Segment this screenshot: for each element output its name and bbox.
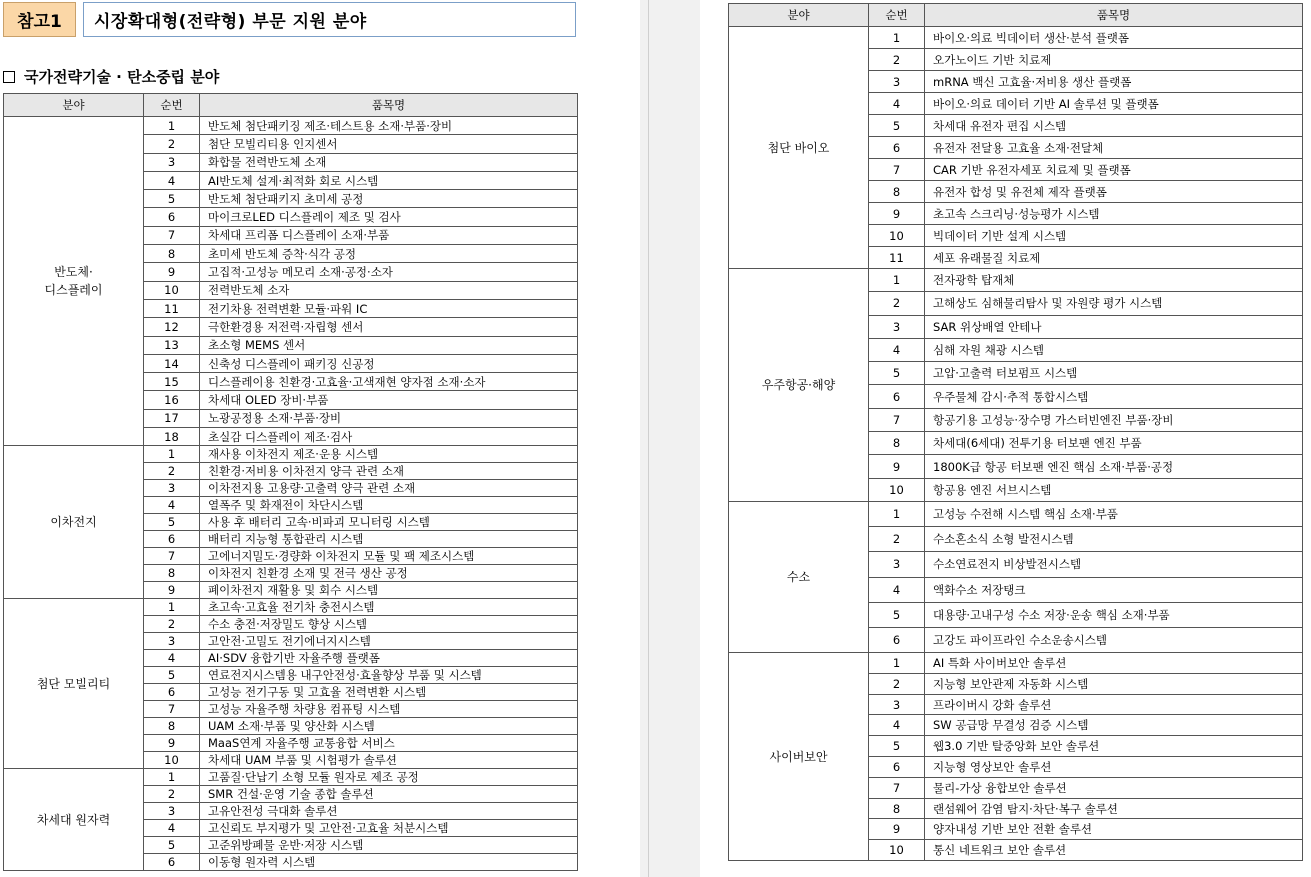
item-cell: 웹3.0 기반 탈중앙화 보안 솔루션: [925, 736, 1303, 757]
number-cell: 3: [144, 153, 200, 171]
number-cell: 9: [869, 203, 925, 225]
number-cell: 8: [144, 718, 200, 735]
number-cell: 7: [869, 777, 925, 798]
item-cell: 차세대 프리폼 디스플레이 소재·부품: [200, 226, 578, 244]
column-header-item: 품목명: [925, 4, 1303, 27]
number-cell: 3: [869, 315, 925, 338]
number-cell: 6: [144, 531, 200, 548]
number-cell: 6: [144, 684, 200, 701]
number-cell: 4: [869, 577, 925, 602]
number-cell: 16: [144, 391, 200, 409]
item-cell: 항공용 엔진 서브시스템: [925, 478, 1303, 501]
number-cell: 8: [869, 181, 925, 203]
item-cell: 초고속·고효율 전기차 충전시스템: [200, 599, 578, 616]
category-cell: 수소: [729, 501, 869, 652]
item-cell: 바이오·의료 빅데이터 생산·분석 플랫폼: [925, 27, 1303, 49]
table-row: [729, 27, 1303, 49]
number-cell: 9: [144, 582, 200, 599]
category-cell: 차세대 원자력: [4, 769, 144, 871]
item-cell: 노광공정용 소재·부품·장비: [200, 409, 578, 427]
item-cell: MaaS연계 자율주행 교통융합 서비스: [200, 735, 578, 752]
number-cell: 11: [869, 247, 925, 269]
number-cell: 3: [869, 552, 925, 577]
item-cell: 1800K급 항공 터보팬 엔진 핵심 소재·부품·공정: [925, 455, 1303, 478]
table-row: [4, 446, 578, 463]
table-row: [729, 501, 1303, 526]
number-cell: 1: [869, 501, 925, 526]
item-cell: 물리-가상 융합보안 솔루션: [925, 777, 1303, 798]
number-cell: 7: [144, 701, 200, 718]
number-cell: 7: [144, 548, 200, 565]
number-cell: 8: [869, 798, 925, 819]
item-cell: 고신뢰도 부지평가 및 고안전·고효율 처분시스템: [200, 820, 578, 837]
table-header-row: [4, 94, 578, 117]
item-cell: 마이크로LED 디스플레이 제조 및 검사: [200, 208, 578, 226]
number-cell: 8: [869, 432, 925, 455]
number-cell: 6: [869, 385, 925, 408]
item-cell: AI 특화 사이버보안 솔루션: [925, 653, 1303, 674]
number-cell: 3: [144, 803, 200, 820]
number-cell: 10: [144, 752, 200, 769]
number-cell: 5: [869, 115, 925, 137]
number-cell: 2: [144, 463, 200, 480]
number-cell: 5: [869, 602, 925, 627]
page-edge: [648, 0, 649, 877]
item-cell: 양자내성 기반 보안 전환 솔루션: [925, 819, 1303, 840]
category-cell: 첨단 바이오: [729, 27, 869, 269]
number-cell: 4: [144, 171, 200, 189]
number-cell: 7: [869, 408, 925, 431]
table-row: [729, 269, 1303, 292]
number-cell: 1: [869, 653, 925, 674]
item-cell: 고준위방폐물 운반·저장 시스템: [200, 837, 578, 854]
item-cell: 차세대(6세대) 전투기용 터보팬 엔진 부품: [925, 432, 1303, 455]
number-cell: 7: [869, 159, 925, 181]
number-cell: 7: [144, 226, 200, 244]
item-cell: 통신 네트워크 보안 솔루션: [925, 840, 1303, 861]
item-cell: 사용 후 배터리 고속·비파괴 모니터링 시스템: [200, 514, 578, 531]
category-cell: 이차전지: [4, 446, 144, 599]
number-cell: 3: [144, 480, 200, 497]
number-cell: 10: [144, 281, 200, 299]
number-cell: 2: [869, 673, 925, 694]
left-support-table: [3, 93, 578, 871]
item-cell: 고성능 수전해 시스템 핵심 소재·부품: [925, 501, 1303, 526]
number-cell: 4: [869, 93, 925, 115]
item-cell: 차세대 UAM 부품 및 시험평가 솔루션: [200, 752, 578, 769]
item-cell: mRNA 백신 고효율·저비용 생산 플랫폼: [925, 71, 1303, 93]
category-cell: 반도체· 디스플레이: [4, 117, 144, 446]
left-page: [0, 0, 640, 877]
item-cell: 반도체 첨단패키징 제조·테스트용 소재·부품·장비: [200, 117, 578, 135]
item-cell: UAM 소재·부품 및 양산화 시스템: [200, 718, 578, 735]
column-header-category: 분야: [4, 94, 144, 117]
table-row: [4, 769, 578, 786]
item-cell: 랜섬웨어 감염 탐지·차단·복구 솔루션: [925, 798, 1303, 819]
number-cell: 4: [144, 650, 200, 667]
item-cell: 고강도 파이프라인 수소운송시스템: [925, 627, 1303, 652]
item-cell: 세포 유래물질 치료제: [925, 247, 1303, 269]
number-cell: 2: [869, 527, 925, 552]
right-support-table: [728, 3, 1303, 861]
number-cell: 14: [144, 354, 200, 372]
number-cell: 6: [144, 208, 200, 226]
category-cell: 사이버보안: [729, 653, 869, 861]
item-cell: SW 공급망 무결성 검증 시스템: [925, 715, 1303, 736]
item-cell: AI반도체 설계·최적화 회로 시스템: [200, 171, 578, 189]
number-cell: 9: [144, 735, 200, 752]
item-cell: 고안전·고밀도 전기에너지시스템: [200, 633, 578, 650]
number-cell: 8: [144, 565, 200, 582]
item-cell: 고성능 전기구동 및 고효율 전력변환 시스템: [200, 684, 578, 701]
item-cell: 이차전지 친환경 소재 및 전극 생산 공정: [200, 565, 578, 582]
document-title: 시장확대형(전략형) 부문 지원 분야: [83, 2, 576, 37]
item-cell: 고해상도 심해물리탐사 및 자원량 평가 시스템: [925, 292, 1303, 315]
item-cell: 배터리 지능형 통합관리 시스템: [200, 531, 578, 548]
section-heading: [3, 66, 219, 87]
item-cell: 열폭주 및 화재전이 차단시스템: [200, 497, 578, 514]
column-header-item: 품목명: [200, 94, 578, 117]
number-cell: 3: [144, 633, 200, 650]
number-cell: 10: [869, 478, 925, 501]
table-row: [4, 599, 578, 616]
item-cell: 폐이차전지 재활용 및 회수 시스템: [200, 582, 578, 599]
number-cell: 6: [144, 854, 200, 871]
number-cell: 17: [144, 409, 200, 427]
number-cell: 10: [869, 225, 925, 247]
number-cell: 3: [869, 71, 925, 93]
item-cell: 빅데이터 기반 설계 시스템: [925, 225, 1303, 247]
item-cell: 초미세 반도체 증착·식각 공정: [200, 245, 578, 263]
item-cell: 오가노이드 기반 치료제: [925, 49, 1303, 71]
number-cell: 9: [144, 263, 200, 281]
item-cell: 고압·고출력 터보펌프 시스템: [925, 362, 1303, 385]
category-cell: 우주항공·해양: [729, 269, 869, 502]
number-cell: 6: [869, 137, 925, 159]
item-cell: 지능형 보안관제 자동화 시스템: [925, 673, 1303, 694]
number-cell: 1: [144, 599, 200, 616]
item-cell: 고성능 자율주행 차량용 컴퓨팅 시스템: [200, 701, 578, 718]
number-cell: 8: [144, 245, 200, 263]
number-cell: 3: [869, 694, 925, 715]
item-cell: 고에너지밀도·경량화 이차전지 모듈 및 팩 제조시스템: [200, 548, 578, 565]
item-cell: 고유안전성 극대화 솔루션: [200, 803, 578, 820]
number-cell: 4: [869, 715, 925, 736]
number-cell: 1: [869, 27, 925, 49]
item-cell: 대용량·고내구성 수소 저장·운송 핵심 소재·부품: [925, 602, 1303, 627]
number-cell: 5: [144, 514, 200, 531]
number-cell: 15: [144, 373, 200, 391]
item-cell: SMR 건설·운영 기술 종합 솔루션: [200, 786, 578, 803]
item-cell: 전력반도체 소자: [200, 281, 578, 299]
item-cell: 첨단 모빌리티용 인지센서: [200, 135, 578, 153]
item-cell: CAR 기반 유전자세포 치료제 및 플랫폼: [925, 159, 1303, 181]
item-cell: 극한환경용 저전력·자립형 센서: [200, 318, 578, 336]
item-cell: 수소혼소식 소형 발전시스템: [925, 527, 1303, 552]
item-cell: 우주물체 감시·추적 통합시스템: [925, 385, 1303, 408]
category-cell: 첨단 모빌리티: [4, 599, 144, 769]
number-cell: 5: [144, 190, 200, 208]
number-cell: 4: [144, 497, 200, 514]
item-cell: 유전자 합성 및 유전체 제작 플랫폼: [925, 181, 1303, 203]
number-cell: 2: [144, 616, 200, 633]
item-cell: 재사용 이차전지 제조·운용 시스템: [200, 446, 578, 463]
item-cell: 이차전지용 고용량·고출력 양극 관련 소재: [200, 480, 578, 497]
item-cell: 디스플레이용 친환경·고효율·고색재현 양자점 소재·소자: [200, 373, 578, 391]
column-header-category: 분야: [729, 4, 869, 27]
item-cell: SAR 위상배열 안테나: [925, 315, 1303, 338]
table-header-row: [729, 4, 1303, 27]
section-title: 국가전략기술 · 탄소중립 분야: [24, 68, 220, 86]
number-cell: 5: [144, 667, 200, 684]
item-cell: 액화수소 저장탱크: [925, 577, 1303, 602]
item-cell: 바이오·의료 데이터 기반 AI 솔루션 및 플랫폼: [925, 93, 1303, 115]
number-cell: 11: [144, 299, 200, 317]
number-cell: 6: [869, 627, 925, 652]
item-cell: 연료전지시스템용 내구안전성·효율향상 부품 및 시스템: [200, 667, 578, 684]
number-cell: 12: [144, 318, 200, 336]
item-cell: 고품질·단납기 소형 모듈 원자로 제조 공정: [200, 769, 578, 786]
item-cell: 친환경·저비용 이차전지 양극 관련 소재: [200, 463, 578, 480]
right-page: [700, 0, 1311, 877]
number-cell: 1: [144, 769, 200, 786]
checkbox-icon: [3, 71, 15, 83]
number-cell: 2: [144, 786, 200, 803]
number-cell: 2: [869, 292, 925, 315]
number-cell: 1: [144, 117, 200, 135]
item-cell: 초고속 스크리닝·성능평가 시스템: [925, 203, 1303, 225]
item-cell: 신축성 디스플레이 패키징 신공정: [200, 354, 578, 372]
number-cell: 5: [869, 736, 925, 757]
item-cell: 지능형 영상보안 솔루션: [925, 757, 1303, 778]
number-cell: 5: [144, 837, 200, 854]
table-row: [4, 117, 578, 135]
number-cell: 2: [144, 135, 200, 153]
number-cell: 1: [869, 269, 925, 292]
item-cell: 차세대 유전자 편집 시스템: [925, 115, 1303, 137]
number-cell: 18: [144, 428, 200, 446]
reference-badge: 참고1: [3, 2, 76, 37]
item-cell: 심해 자원 채광 시스템: [925, 338, 1303, 361]
number-cell: 9: [869, 819, 925, 840]
item-cell: AI·SDV 융합기반 자율주행 플랫폼: [200, 650, 578, 667]
item-cell: 전자광학 탑재체: [925, 269, 1303, 292]
item-cell: 초소형 MEMS 센서: [200, 336, 578, 354]
column-header-number: 순번: [869, 4, 925, 27]
item-cell: 수소연료전지 비상발전시스템: [925, 552, 1303, 577]
number-cell: 9: [869, 455, 925, 478]
item-cell: 화합물 전력반도체 소재: [200, 153, 578, 171]
item-cell: 항공기용 고성능·장수명 가스터빈엔진 부품·장비: [925, 408, 1303, 431]
column-header-number: 순번: [144, 94, 200, 117]
item-cell: 수소 충전·저장밀도 향상 시스템: [200, 616, 578, 633]
item-cell: 유전자 전달용 고효율 소재·전달체: [925, 137, 1303, 159]
number-cell: 13: [144, 336, 200, 354]
item-cell: 이동형 원자력 시스템: [200, 854, 578, 871]
number-cell: 6: [869, 757, 925, 778]
item-cell: 전기차용 전력변환 모듈·파워 IC: [200, 299, 578, 317]
number-cell: 2: [869, 49, 925, 71]
number-cell: 4: [144, 820, 200, 837]
table-row: [729, 653, 1303, 674]
number-cell: 4: [869, 338, 925, 361]
item-cell: 프라이버시 강화 솔루션: [925, 694, 1303, 715]
number-cell: 10: [869, 840, 925, 861]
number-cell: 1: [144, 446, 200, 463]
number-cell: 5: [869, 362, 925, 385]
item-cell: 반도체 첨단패키지 초미세 공정: [200, 190, 578, 208]
page-gap: [640, 0, 700, 877]
item-cell: 초실감 디스플레이 제조·검사: [200, 428, 578, 446]
item-cell: 차세대 OLED 장비·부품: [200, 391, 578, 409]
item-cell: 고집적·고성능 메모리 소재·공정·소자: [200, 263, 578, 281]
